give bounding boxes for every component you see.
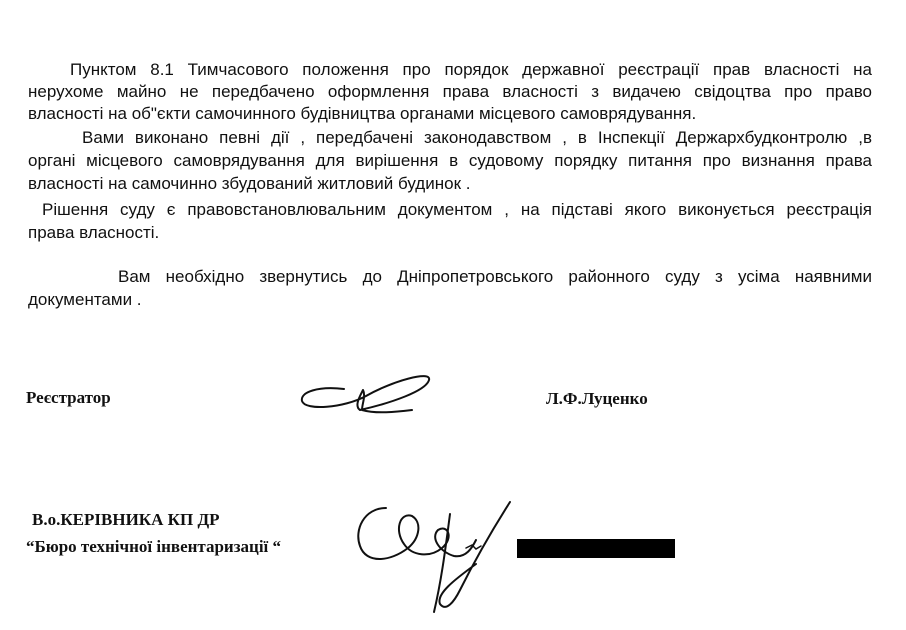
registrar-signature [296,366,446,422]
head-title-line-2: “Бюро технічної інвентаризації “ [26,537,282,556]
paragraph-4-line-1: Вам необхідно звернутись до Дніпропетровського районного суду з усіма наявними [118,267,872,286]
paragraph-1-line-3: власності на об"єкти самочинного будівництва органами місцевого самоврядування. [28,104,697,123]
paragraph-2-line-3: власності на самочинно збудований житловий будинок . [28,174,471,193]
head-title-line-1: В.о.КЕРІВНИКА КП ДР [32,510,220,529]
paragraph-1-line-1: Пунктом 8.1 Тимчасового положення про порядок державної реєстрації прав власності на [70,60,872,79]
paragraph-3-line-1: Рішення суду є правовстановлювальним документом , на підставі якого виконується реєстрація [42,200,872,219]
paragraph-4-line-2: документами . [28,290,142,309]
redaction-bar [517,539,675,558]
paragraph-3-line-2: права власності. [28,223,160,242]
paragraph-2-line-2: органі місцевого самоврядування для вирішення в судовому порядку питання про визнання права [28,151,872,170]
paragraph-2-line-1: Вами виконано певні дії , передбачені законодавством , в Інспекції Держархбудконтролю ,в [82,128,872,147]
registrar-title: Реєстратор [26,388,111,407]
paragraph-1-line-2: нерухоме майно не передбачено оформлення права власності з видачею свідоцтва про право [28,82,872,101]
registrar-name: Л.Ф.Луценко [546,389,648,408]
head-signature [350,494,530,620]
